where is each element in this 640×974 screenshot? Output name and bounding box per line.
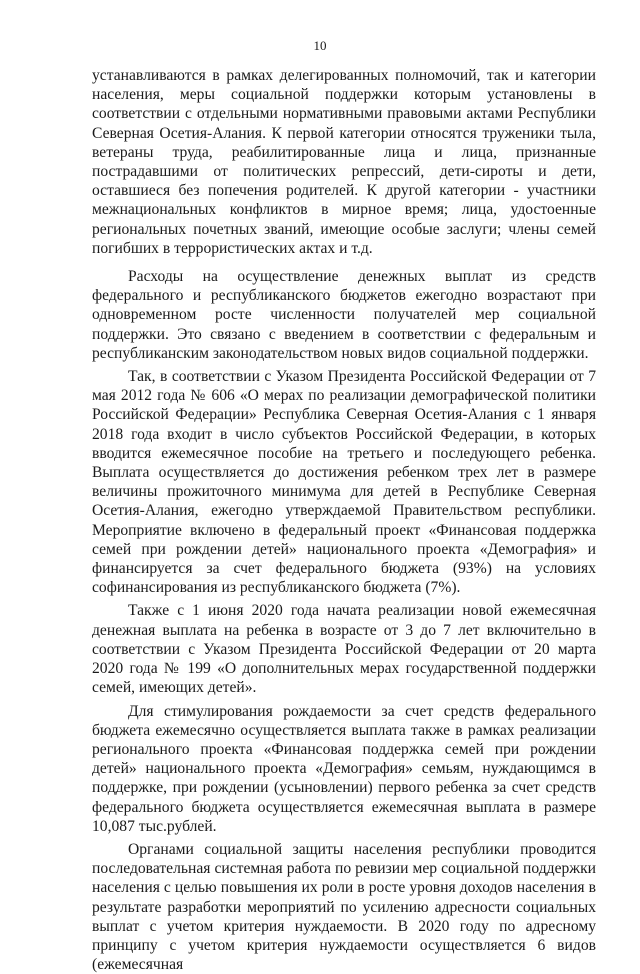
paragraph-6: Органами социальной защиты населения республики проводится последовательная системная работа по ревизии мер социальной поддержки населения с целью повышения их роли в росте уровня доходов населения в результате разработки мероприятий по усилению адресности социальных выплат с учетом критерия нуждаемости. В 2020 году по адресному принципу с учетом критерия нуждаемости осуществляется 6 видов (ежемесячная — [92, 840, 596, 974]
paragraph-5: Для стимулирования рождаемости за счет средств федерального бюджета ежемесячно осуществляется выплата также в рамках реализации регионального проекта «Финансовая поддержка семей при рождении детей» национального проекта «Демография» семьям, нуждающимся в поддержке, при рождении (усыновлении) первого ребенка за счет средств федерального бюджета осуществляется ежемесячная выплата в размере 10,087 тыс.рублей. — [92, 702, 596, 835]
paragraph-3: Так, в соответствии с Указом Президента Российской Федерации от 7 мая 2012 года № 606 «О мерах по реализации демографической политики Российской Федерации» Республика Северная Осетия-Алания с 1 января 2018 года входит в число субъектов Российской Федерации, в которых вводится ежемесячное пособие на третьего и последующего ребенка. Выплата осуществляется до достижения ребенком трех лет в размере величины прожиточного минимума для детей в Республике Северная Осетия-Алания, ежегодно утверждаемой Правительством республики. Мероприятие включено в федеральный проект «Финансовая поддержка семей при рождении детей» национального проекта «Демография» и финансируется за счет федерального бюджета (93%) на условиях софинансирования из республиканского бюджета (7%). — [92, 368, 596, 597]
paragraph-4: Также с 1 июня 2020 года начата реализации новой ежемесячная денежная выплата на ребенка в возрасте от 3 до 7 лет включительно в соответствии с Указом Президента Российской Федерации от 20 марта 2020 года № 199 «О дополнительных мерах государственной поддержки семей, имеющих детей». — [92, 602, 596, 697]
paragraph-2: Расходы на осуществление денежных выплат из средств федерального и республиканского бюджетов ежегодно возрастают при одновременном росте численности получателей мер социальной поддержки. Это связано с введением в соответствии с федеральным и республиканским законодательством новых видов социальной поддержки. — [92, 268, 596, 362]
paragraph-1: устанавливаются в рамках делегированных полномочий, так и категории населения, меры социальной поддержки которым установлены в соответствии с отдельными нормативными правовыми актами Республики Северная Осетия-Алания. К первой категории относятся труженики тыла, ветераны труда, реабилитированные лица и лица, признанные пострадавшими от политических репрессий, дети-сироты и дети, оставшиеся без попечения родителей. К другой категории - участники межнациональных конфликтов в мирное время; лица, удостоенные региональных почетных званий, имеющие особые заслуги; члены семей погибших в террористических актах и т.д. — [92, 67, 596, 257]
document-body — [92, 66, 596, 974]
page-number: 10 — [313, 38, 327, 53]
